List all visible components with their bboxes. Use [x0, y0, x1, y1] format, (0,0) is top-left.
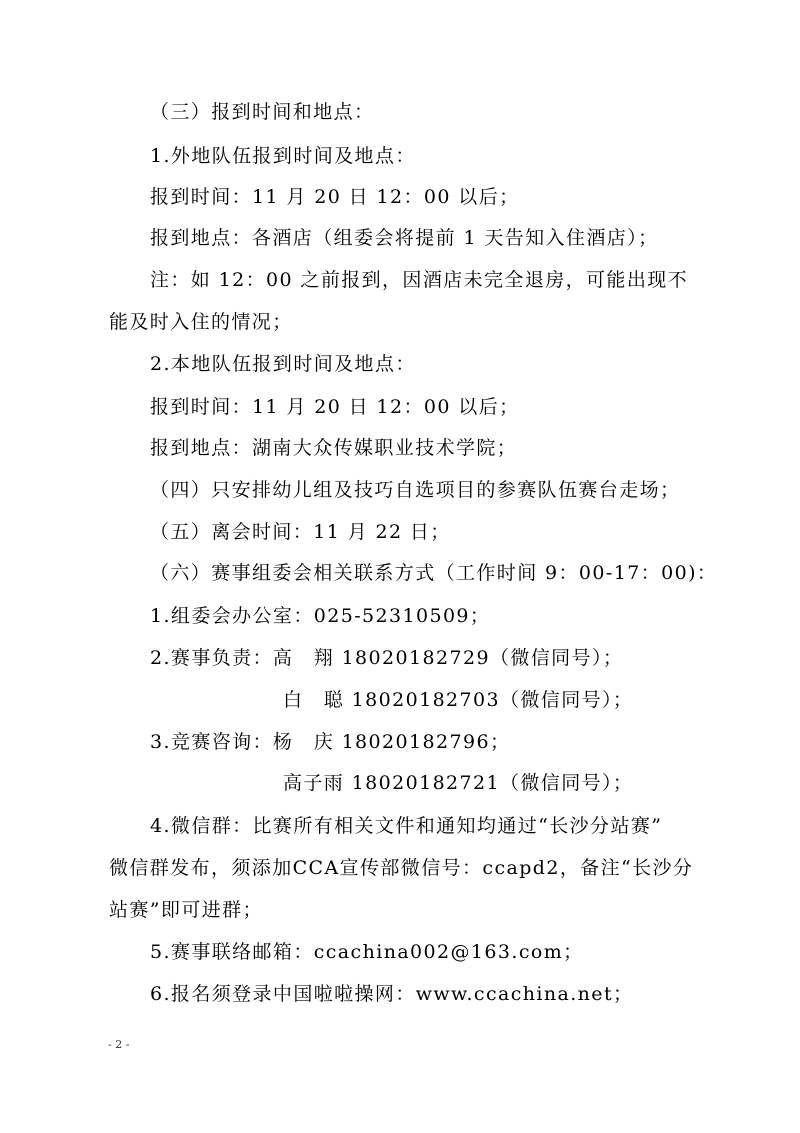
contact-consult-1: 3.竞赛咨询：杨 庆 18020182796； — [150, 731, 511, 753]
local-checkin-time: 报到时间：11 月 20 日 12：00 以后； — [150, 396, 520, 418]
contact-office: 1.组委会办公室：025-52310509； — [150, 605, 491, 627]
contact-lead-1: 2.赛事负责：高 翔 18020182729（微信同号）； — [150, 647, 624, 669]
contact-email: 5.赛事联络邮箱：ccachina002@163.com； — [150, 941, 584, 963]
section-5-line: （五）离会时间：11 月 22 日； — [150, 521, 451, 543]
section-6-heading: （六）赛事组委会相关联系方式（工作时间 9：00-17：00)： — [150, 562, 718, 584]
local-teams-heading: 2.本地队伍报到时间及地点： — [150, 353, 416, 375]
wechat-group-line-3: 站赛”即可进群； — [109, 899, 263, 921]
out-of-town-checkin-place: 报到地点：各酒店（组委会将提前 1 天告知入住酒店）； — [150, 227, 659, 249]
registration-website: 6.报名须登录中国啦啦操网：www.ccachina.net； — [150, 983, 634, 1005]
out-of-town-teams-heading: 1.外地队伍报到时间及地点： — [150, 145, 416, 167]
page-number: - 2 - — [108, 1038, 130, 1051]
section-4-line: （四）只安排幼儿组及技巧自选项目的参赛队伍赛台走场； — [150, 479, 681, 501]
local-checkin-place: 报到地点：湖南大众传媒职业技术学院； — [150, 437, 518, 459]
out-of-town-checkin-time: 报到时间：11 月 20 日 12：00 以后； — [150, 186, 520, 208]
wechat-group-line-2: 微信群发布，须添加CCA宣传部微信号：ccapd2，备注“长沙分 — [109, 857, 694, 879]
section-3-heading: （三）报到时间和地点： — [150, 101, 375, 123]
wechat-group-line-1: 4.微信群：比赛所有相关文件和通知均通过“长沙分站赛” — [150, 815, 663, 837]
contact-consult-2: 高子雨 18020182721（微信同号）； — [283, 772, 634, 794]
note-line: 注：如 12：00 之前报到，因酒店未完全退房，可能出现不 — [150, 269, 689, 291]
contact-lead-2: 白 聪 18020182703（微信同号）； — [283, 689, 634, 711]
note-line-continued: 能及时入住的情况； — [109, 311, 293, 333]
